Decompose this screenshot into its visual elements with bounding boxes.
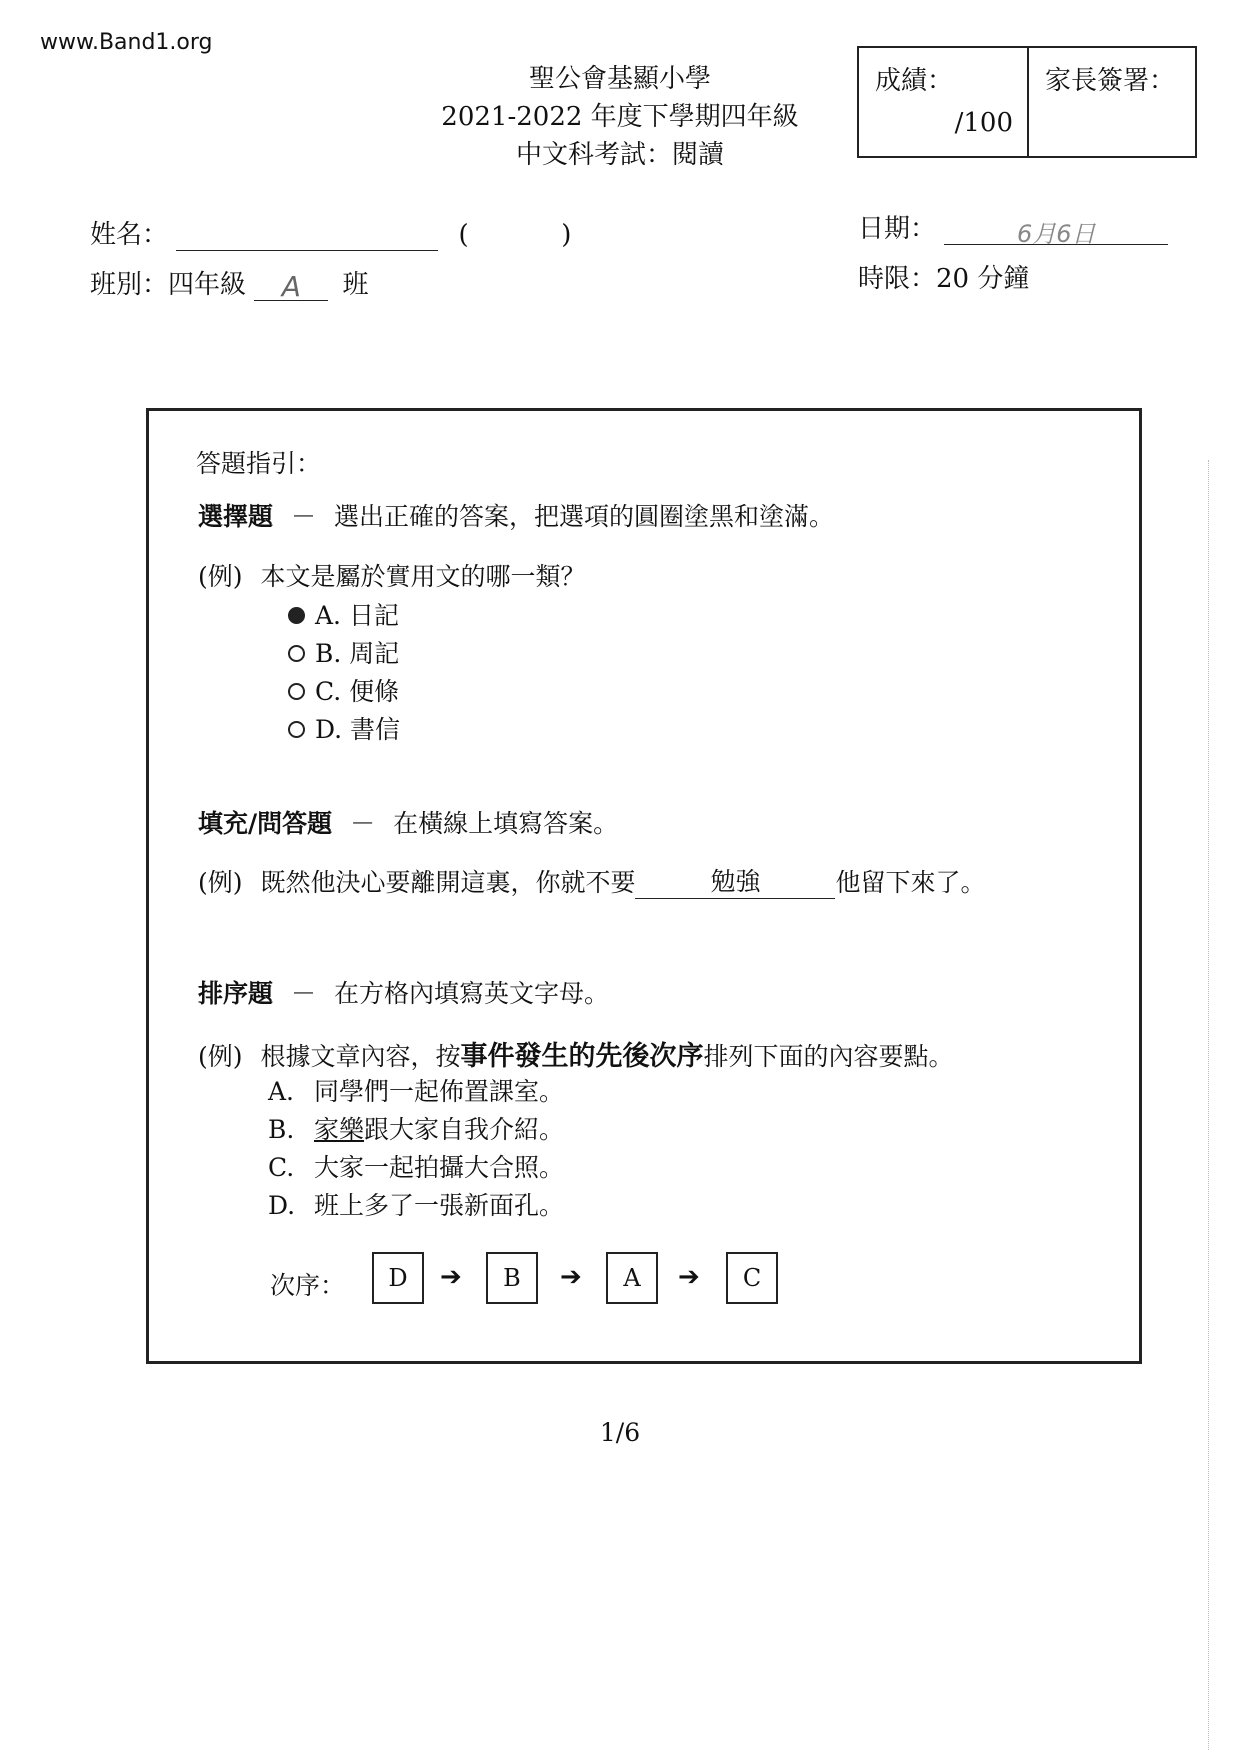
mc-option[interactable] bbox=[288, 634, 399, 670]
page-number: 1/6 bbox=[599, 1418, 641, 1447]
class-number-close: ) bbox=[561, 220, 572, 250]
order-item-letter: D. bbox=[268, 1191, 296, 1220]
fill-answer-blank[interactable]: 勉強 bbox=[635, 862, 835, 899]
date-row bbox=[858, 208, 1168, 248]
score-label: 成績： bbox=[875, 66, 954, 96]
fill-sentence-before: 既然他決心要離開這裏，你就不要 bbox=[260, 868, 636, 897]
order-item-text: 班上多了一張新面孔。 bbox=[314, 1191, 565, 1220]
mc-option[interactable] bbox=[288, 672, 399, 708]
fill-dash: － bbox=[350, 809, 376, 838]
sequence-label: 次序： bbox=[270, 1271, 346, 1300]
arrow-right-icon: ➔ bbox=[560, 1262, 582, 1292]
mc-option-label: C. 便條 bbox=[315, 677, 400, 706]
order-item-text: 跟大家自我介紹。 bbox=[364, 1115, 565, 1144]
radio-empty-icon[interactable] bbox=[288, 645, 305, 662]
date-label: 日期： bbox=[858, 214, 937, 244]
order-question-emphasis: 事件發生的先後次序 bbox=[460, 1041, 704, 1072]
mc-dash: － bbox=[290, 502, 316, 531]
mc-option-label: D. 書信 bbox=[315, 715, 401, 744]
arrow-right-icon: ➔ bbox=[678, 1262, 700, 1292]
order-instruction bbox=[198, 974, 609, 1010]
name-row bbox=[90, 214, 571, 251]
order-question-before: 根據文章內容，按 bbox=[260, 1042, 461, 1071]
mc-option[interactable] bbox=[288, 596, 399, 632]
score-box bbox=[857, 46, 1197, 158]
mc-example-question bbox=[198, 557, 585, 593]
arrow-right-icon: ➔ bbox=[440, 1262, 462, 1292]
order-heading: 排序題 bbox=[198, 979, 274, 1008]
mc-question-text: 本文是屬於實用文的哪一類？ bbox=[260, 562, 586, 591]
order-description: 在方格內填寫英文字母。 bbox=[333, 979, 609, 1008]
order-item-letter: C. bbox=[268, 1153, 295, 1182]
name-label: 姓名： bbox=[90, 220, 169, 250]
mc-instruction bbox=[198, 497, 834, 533]
watermark-url: www.Band1.org bbox=[40, 30, 213, 55]
order-question-after: 排列下面的內容要點。 bbox=[703, 1042, 954, 1071]
mc-example-prefix: (例) bbox=[198, 562, 243, 591]
fill-instruction bbox=[198, 804, 618, 840]
fill-example-prefix: (例) bbox=[198, 868, 243, 897]
order-item-letter: B. bbox=[268, 1115, 295, 1144]
mc-heading: 選擇題 bbox=[198, 502, 274, 531]
exam-subject: 中文科考試：閱讀 bbox=[515, 140, 724, 170]
mc-option[interactable] bbox=[288, 710, 400, 746]
radio-filled-icon[interactable] bbox=[288, 607, 305, 624]
parent-signature-cell[interactable] bbox=[1029, 48, 1195, 156]
sequence-box[interactable]: C bbox=[726, 1252, 778, 1304]
radio-empty-icon[interactable] bbox=[288, 721, 305, 738]
order-item-text: 大家一起拍攝大合照。 bbox=[314, 1153, 565, 1182]
class-row bbox=[90, 264, 369, 301]
order-item-proper-noun: 家樂 bbox=[314, 1115, 365, 1144]
order-item-text: 同學們一起佈置課室。 bbox=[314, 1077, 565, 1106]
order-item bbox=[268, 1186, 564, 1222]
class-field[interactable]: A bbox=[254, 270, 328, 301]
order-item bbox=[268, 1072, 564, 1108]
name-field[interactable] bbox=[176, 220, 438, 251]
order-item bbox=[268, 1148, 564, 1184]
sequence-box[interactable]: D bbox=[372, 1252, 424, 1304]
time-limit: 時限：20 分鐘 bbox=[858, 264, 1030, 294]
parent-signature-label: 家長簽署： bbox=[1045, 66, 1176, 96]
fill-description: 在橫線上填寫答案。 bbox=[393, 809, 619, 838]
mc-description: 選出正確的答案，把選項的圓圈塗黑和塗滿。 bbox=[333, 502, 834, 531]
class-suffix: 班 bbox=[342, 270, 369, 300]
score-cell bbox=[859, 48, 1029, 156]
sequence-box[interactable]: B bbox=[486, 1252, 538, 1304]
score-value: /100 bbox=[954, 108, 1013, 138]
fill-heading: 填充/問答題 bbox=[198, 809, 333, 838]
mc-option-label: A. 日記 bbox=[315, 601, 399, 630]
order-item bbox=[268, 1110, 564, 1146]
fill-sentence-after: 他留下來了。 bbox=[835, 868, 986, 897]
exam-term: 2021-2022 年度下學期四年級 bbox=[441, 102, 799, 132]
scan-edge-line bbox=[1208, 460, 1209, 1750]
class-label: 班別：四年級 bbox=[90, 270, 247, 300]
order-dash: － bbox=[290, 979, 316, 1008]
radio-empty-icon[interactable] bbox=[288, 683, 305, 700]
class-number-open: ( bbox=[458, 220, 469, 250]
sequence-box[interactable]: A bbox=[606, 1252, 658, 1304]
fill-example bbox=[198, 862, 986, 899]
mc-option-label: B. 周記 bbox=[315, 639, 400, 668]
order-item-letter: A. bbox=[268, 1077, 295, 1106]
order-example-question bbox=[198, 1034, 954, 1073]
school-name: 聖公會基顯小學 bbox=[528, 64, 711, 94]
order-example-prefix: (例) bbox=[198, 1042, 243, 1071]
date-field[interactable]: 6月6日 bbox=[944, 214, 1168, 245]
instructions-title: 答題指引： bbox=[196, 449, 322, 478]
